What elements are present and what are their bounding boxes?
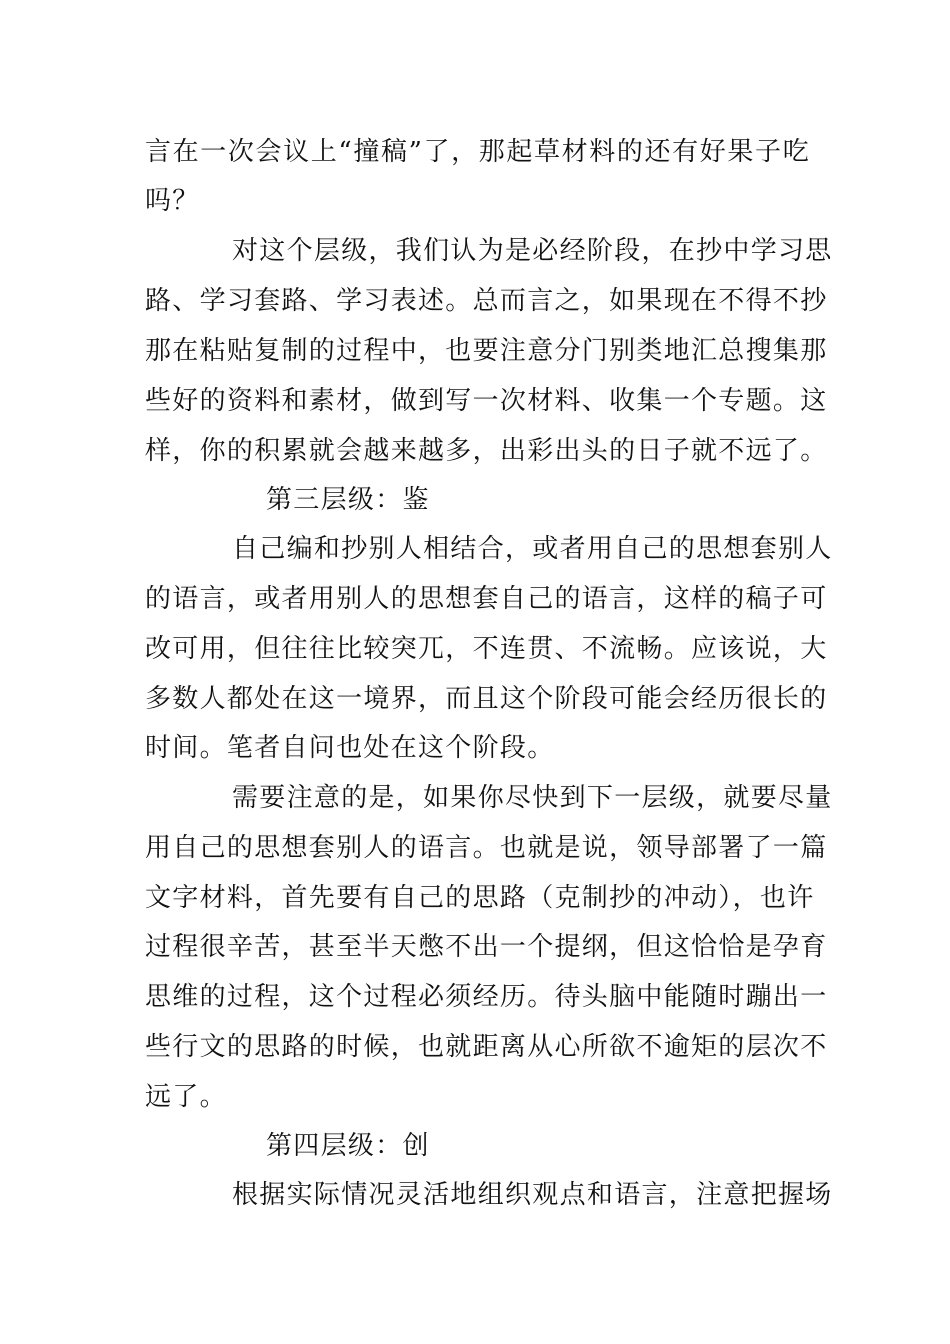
text-line: 多数人都处在这一境界，而且这个阶段可能会经历很长的	[145, 684, 828, 714]
text-line: 时间。笔者自问也处在这个阶段。	[145, 733, 555, 763]
text-line: 样，你的积累就会越来越多，出彩出头的日子就不远了。	[145, 436, 828, 466]
text-line: 过程很辛苦，甚至半天憋不出一个提纲，但这恰恰是孕育	[145, 932, 828, 962]
text-line: 文字材料，首先要有自己的思路（克制抄的冲动），也许	[145, 883, 815, 913]
text-line: 改可用，但往往比较突兀，不连贯、不流畅。应该说，大	[145, 634, 828, 664]
text-line: 吗？	[145, 186, 200, 216]
text-line: 些行文的思路的时候，也就距离从心所欲不逾矩的层次不	[145, 1032, 828, 1062]
section-heading: 第四层级：创	[266, 1131, 430, 1161]
paragraph-first-line: 自己编和抄别人相结合，或者用自己的思想套别人	[232, 534, 833, 564]
text-line: 些好的资料和素材，做到写一次材料、收集一个专题。这	[145, 386, 828, 416]
text-line: 路、学习套路、学习表述。总而言之，如果现在不得不抄	[145, 286, 828, 316]
paragraph-first-line: 对这个层级，我们认为是必经阶段，在抄中学习思	[232, 236, 833, 266]
paragraph-first-line: 需要注意的是，如果你尽快到下一层级，就要尽量	[232, 783, 833, 813]
text-line: 的语言，或者用别人的思想套自己的语言，这样的稿子可	[145, 584, 828, 614]
text-line: 言在一次会议上“撞稿”了，那起草材料的还有好果子吃	[145, 137, 810, 167]
text-line: 思维的过程，这个过程必须经历。待头脑中能随时蹦出一	[145, 982, 828, 1012]
text-line: 远了。	[145, 1082, 227, 1112]
text-line: 用自己的思想套别人的语言。也就是说，领导部署了一篇	[145, 833, 828, 863]
text-line: 那在粘贴复制的过程中，也要注意分门别类地汇总搜集那	[145, 336, 828, 366]
paragraph-first-line: 根据实际情况灵活地组织观点和语言，注意把握场	[232, 1180, 833, 1210]
section-heading: 第三层级：鉴	[266, 485, 430, 515]
